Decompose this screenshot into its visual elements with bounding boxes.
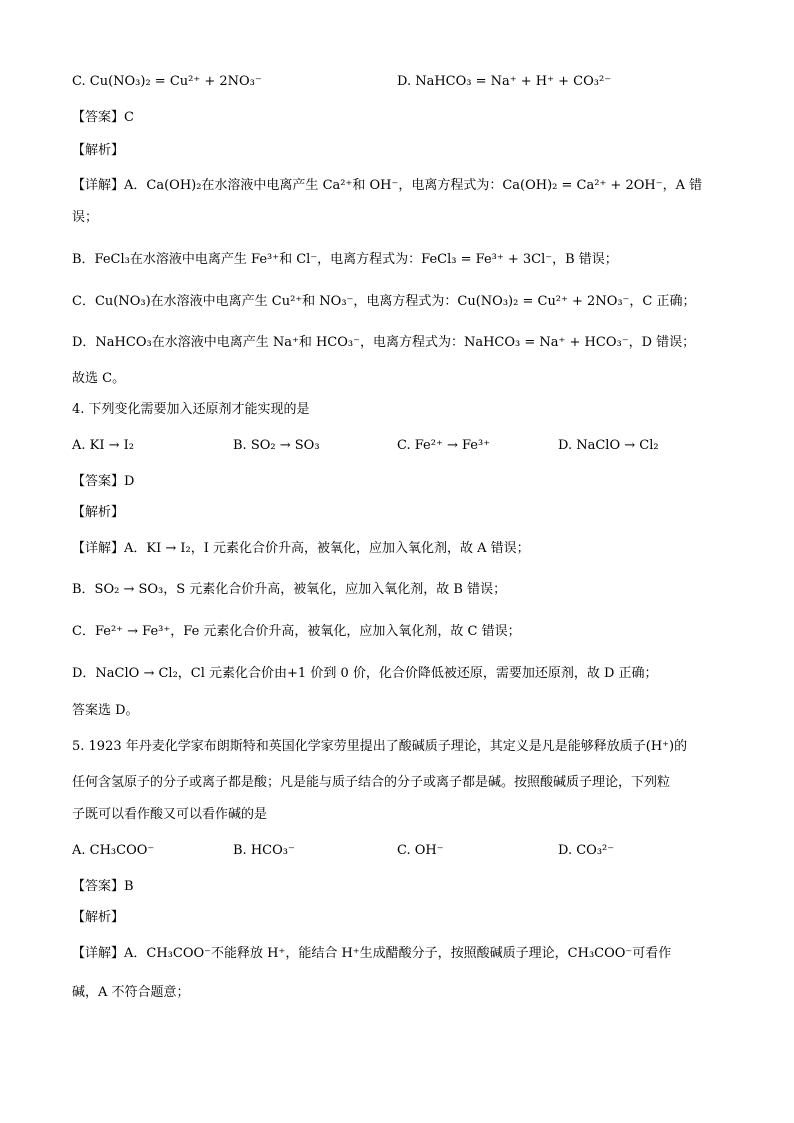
q4-option-c: C. Fe²⁺ → Fe³⁺ [397,438,491,453]
q4-stem: 4. 下列变化需要加入还原剂才能实现的是 [72,402,310,417]
q5-option-c: C. OH⁻ [397,843,444,858]
q5-option-a: A. CH₃COO⁻ [72,843,155,858]
q5-stem-line1: 5. 1923 年丹麦化学家布朗斯特和英国化学家劳里提出了酸碱质子理论，其定义是凡是能够释放质子(H⁺)的 [72,739,688,754]
q3-analysis-label: 【解析】 [72,143,125,158]
q3-option-c: C. Cu(NO₃)₂ = Cu²⁺ + 2NO₃⁻ [72,74,262,89]
q4-answer: 【答案】D [72,474,135,489]
q5-detail-a2: 碱，A 不符合题意； [72,985,190,1000]
q3-detail-b: B．FeCl₃在水溶液中电离产生 Fe³⁺和 Cl⁻，电离方程式为：FeCl₃ = Fe³⁺ + 3Cl⁻，B 错误； [72,252,618,267]
q5-stem-line3: 子既可以看作酸又可以看作碱的是 [72,807,268,822]
q5-option-b: B. HCO₃⁻ [233,843,295,858]
q5-detail-a1: 【详解】A．CH₃COO⁻不能释放 H⁺，能结合 H⁺生成醋酸分子，按照酸碱质子理论，CH₃COO⁻可看作 [72,946,672,961]
q5-answer: 【答案】B [72,879,134,894]
q3-detail-a1: 【详解】A．Ca(OH)₂在水溶液中电离产生 Ca²⁺和 OH⁻，电离方程式为：Ca(OH)₂ = Ca²⁺ + 2OH⁻，A 错 [72,178,703,193]
q5-option-d: D. CO₃²⁻ [558,843,615,858]
q4-conclusion: 答案选 D。 [72,703,139,718]
q4-detail-a: 【详解】A．KI → I₂，I 元素化合价升高，被氧化，应加入氧化剂，故 A 错误； [72,541,530,556]
q3-answer: 【答案】C [72,110,134,125]
q4-option-a: A. KI → I₂ [72,438,135,453]
q4-detail-d: D．NaClO → Cl₂，Cl 元素化合价由+1 价到 0 价，化合价降低被还原，需要加还原剂，故 D 正确； [72,666,658,681]
q3-detail-d: D．NaHCO₃在水溶液中电离产生 Na⁺和 HCO₃⁻，电离方程式为：NaHCO₃ = Na⁺ + HCO₃⁻，D 错误； [72,335,696,350]
q4-detail-b: B．SO₂ → SO₃，S 元素化合价升高，被氧化，应加入氧化剂，故 B 错误； [72,582,507,597]
q3-detail-c: C．Cu(NO₃)在水溶液中电离产生 Cu²⁺和 NO₃⁻，电离方程式为：Cu(NO₃)₂ = Cu²⁺ + 2NO₃⁻，C 正确； [72,294,696,309]
q4-detail-c: C．Fe²⁺ → Fe³⁺，Fe 元素化合价升高，被氧化，应加入氧化剂，故 C 错误； [72,624,521,639]
q5-analysis-label: 【解析】 [72,910,125,925]
q4-option-b: B. SO₂ → SO₃ [233,438,320,453]
q4-option-d: D. NaClO → Cl₂ [558,438,659,453]
q5-stem-line2: 任何含氢原子的分子或离子都是酸；凡是能与质子结合的分子或离子都是碱。按照酸碱质子理论，下列粒 [72,775,671,790]
q3-detail-a2: 误； [72,210,99,225]
q4-analysis-label: 【解析】 [72,505,125,520]
q3-option-d: D. NaHCO₃ = Na⁺ + H⁺ + CO₃²⁻ [397,74,612,89]
q3-conclusion: 故选 C。 [72,371,126,386]
